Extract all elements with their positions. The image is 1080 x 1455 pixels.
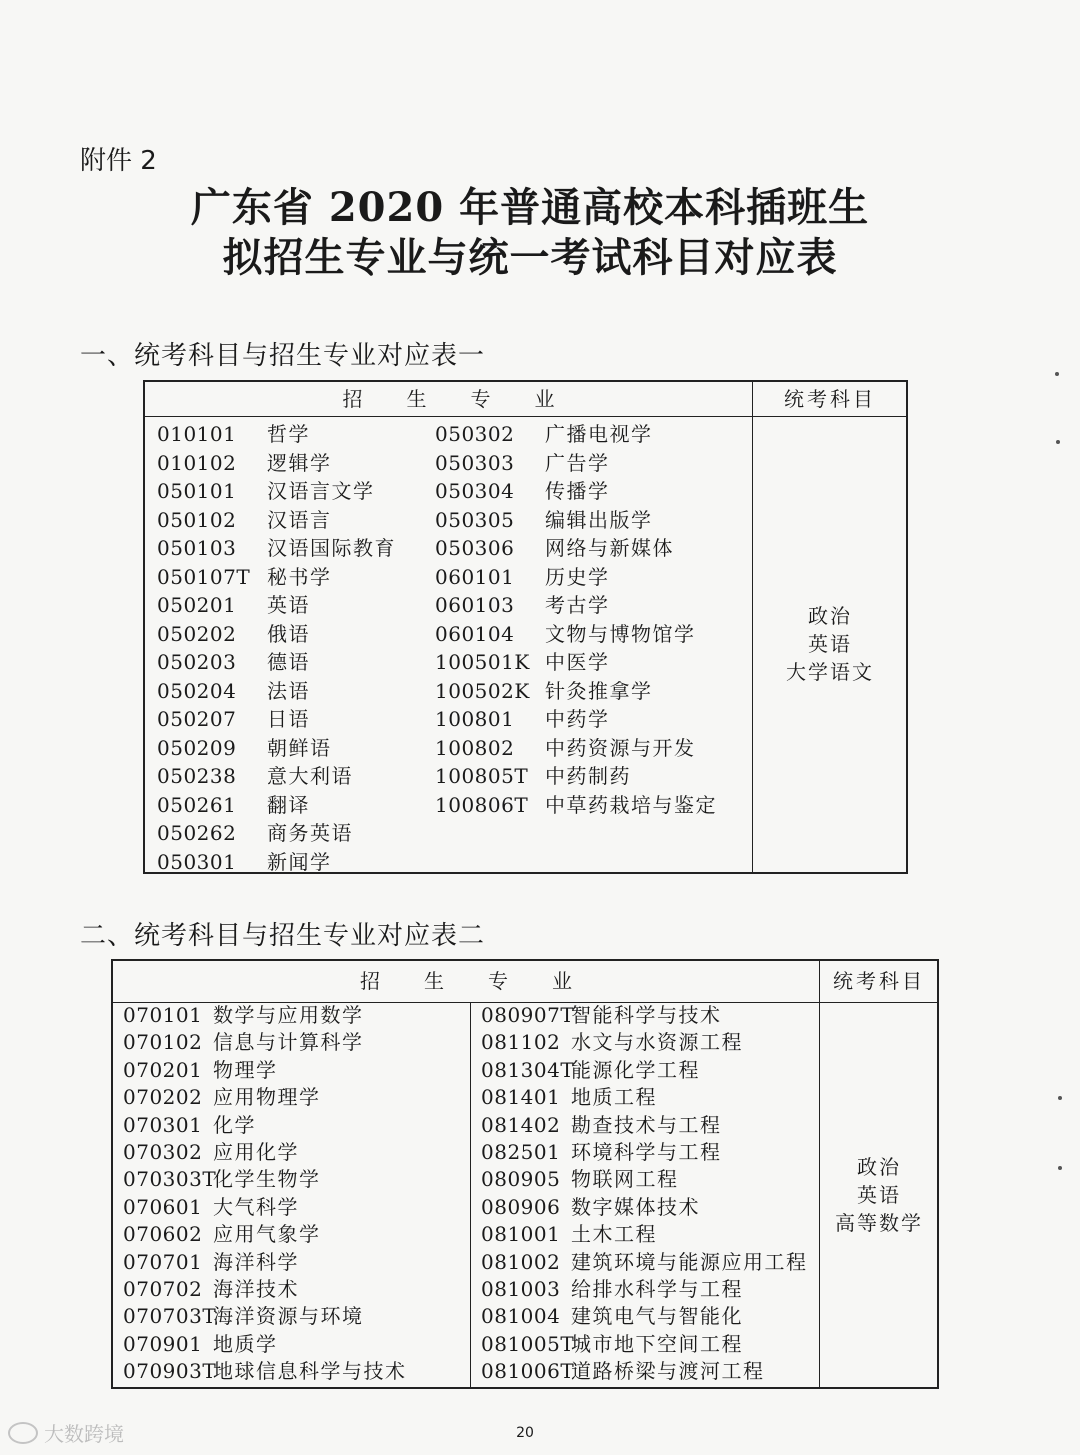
major-name: 历史学	[545, 564, 610, 589]
table-row	[481, 1221, 816, 1248]
document-title-line2: 拟招生专业与统一考试科目对应表	[222, 234, 838, 281]
major-code: 060103	[435, 593, 515, 617]
major-name: 地质学	[213, 1331, 278, 1356]
major-code: 081402	[481, 1112, 561, 1137]
table-row	[435, 734, 735, 763]
watermark-text: 大数跨境	[44, 1422, 124, 1446]
major-code: 082501	[481, 1139, 561, 1164]
major-code: 081102	[481, 1030, 561, 1055]
table-row	[157, 791, 427, 820]
table-row	[157, 563, 427, 592]
table-row	[157, 734, 427, 763]
table-row	[157, 477, 427, 506]
major-name: 海洋技术	[213, 1276, 299, 1301]
major-code: 080907T	[481, 1003, 575, 1027]
table-row	[123, 1029, 463, 1056]
major-name: 给排水科学与工程	[571, 1276, 743, 1301]
major-code: 070301	[123, 1112, 203, 1137]
table-row	[157, 420, 427, 449]
table-row	[435, 705, 735, 734]
major-name: 德语	[267, 650, 310, 674]
major-column-left	[123, 1002, 463, 1385]
column-divider	[819, 961, 820, 1387]
table-row	[481, 1194, 816, 1221]
major-name: 信息与计算科学	[213, 1030, 364, 1055]
table-row	[435, 420, 735, 449]
table-row	[157, 591, 427, 620]
middle-divider	[470, 1002, 471, 1387]
major-name: 建筑环境与能源应用工程	[571, 1249, 808, 1274]
major-name: 意大利语	[267, 764, 353, 788]
major-code: 070202	[123, 1085, 203, 1110]
major-name: 中药资源与开发	[545, 735, 696, 760]
table-row	[435, 534, 735, 563]
table-row	[157, 506, 427, 535]
major-code: 060101	[435, 564, 515, 589]
major-name: 道路桥梁与渡河工程	[571, 1359, 765, 1384]
table-row	[481, 1166, 816, 1193]
major-code: 050303	[435, 450, 515, 475]
table-row	[157, 848, 427, 877]
table-row	[481, 1249, 816, 1276]
table-row	[123, 1139, 463, 1166]
table-row	[123, 1303, 463, 1330]
major-code: 081001	[481, 1222, 561, 1247]
major-name: 智能科学与技术	[571, 1003, 722, 1027]
attachment-label: 附件 2	[80, 146, 157, 176]
header-major: 招生专业	[360, 969, 616, 993]
subject-item: 政治	[857, 1155, 901, 1179]
major-name: 中药学	[545, 707, 610, 731]
major-code: 050238	[157, 764, 237, 788]
table-row	[481, 1084, 816, 1111]
major-code: 050103	[157, 536, 237, 560]
major-name: 应用气象学	[213, 1222, 321, 1247]
major-code: 050203	[157, 650, 237, 674]
major-code: 050107T	[157, 564, 251, 589]
table-row	[481, 1112, 816, 1139]
major-code: 081304T	[481, 1057, 575, 1082]
major-name: 汉语言	[267, 507, 332, 532]
major-name: 中草药栽培与鉴定	[545, 792, 717, 817]
subject-item: 大学语文	[786, 660, 874, 684]
major-name: 汉语言文学	[267, 479, 375, 503]
major-code: 081401	[481, 1085, 561, 1110]
major-name: 物联网工程	[571, 1167, 679, 1192]
major-code: 070703T	[123, 1304, 217, 1329]
major-code: 050202	[157, 621, 237, 646]
major-code: 100801	[435, 707, 515, 731]
major-code: 070602	[123, 1222, 203, 1247]
major-code: 081005T	[481, 1331, 575, 1356]
major-code: 050207	[157, 707, 237, 731]
table-row	[435, 477, 735, 506]
table-row	[123, 1194, 463, 1221]
header-major: 招生专业	[342, 387, 599, 411]
table-row	[157, 677, 427, 706]
major-code: 070601	[123, 1194, 203, 1219]
major-code: 060104	[435, 621, 515, 646]
major-name: 日语	[267, 707, 310, 731]
major-code: 080905	[481, 1167, 561, 1192]
major-name: 考古学	[545, 593, 610, 617]
major-column-right	[481, 1002, 816, 1385]
table-row	[481, 1057, 816, 1084]
major-name: 建筑电气与智能化	[571, 1304, 743, 1329]
major-name: 文物与博物馆学	[545, 621, 696, 646]
major-name: 数学与应用数学	[213, 1003, 364, 1027]
scan-speck	[1055, 372, 1059, 376]
major-name: 勘查技术与工程	[571, 1112, 722, 1137]
major-code: 081004	[481, 1304, 561, 1329]
document-title-line1: 广东省 2020 年普通高校本科插班生	[190, 184, 870, 231]
major-code: 050101	[157, 479, 237, 503]
major-code: 050102	[157, 507, 237, 532]
scan-speck	[1056, 440, 1060, 444]
major-name: 水文与水资源工程	[571, 1030, 743, 1055]
major-code: 070702	[123, 1276, 203, 1301]
table-row	[123, 1276, 463, 1303]
table-row	[435, 563, 735, 592]
major-name: 广告学	[545, 450, 610, 475]
table-row	[157, 620, 427, 649]
table-row	[481, 1303, 816, 1330]
major-code: 081006T	[481, 1359, 575, 1384]
table-row	[123, 1166, 463, 1193]
major-code: 070901	[123, 1331, 203, 1356]
major-column-right	[435, 420, 735, 819]
subject-item: 政治	[808, 604, 852, 628]
major-name: 大气科学	[213, 1194, 299, 1219]
subject-item: 英语	[808, 632, 852, 656]
major-code: 081002	[481, 1249, 561, 1274]
major-name: 传播学	[545, 479, 610, 503]
major-name: 秘书学	[267, 564, 332, 589]
major-code: 050209	[157, 735, 237, 760]
major-code: 050304	[435, 479, 515, 503]
major-code: 100805T	[435, 764, 529, 788]
major-name: 汉语国际教育	[267, 536, 396, 560]
major-code: 081003	[481, 1276, 561, 1301]
major-name: 翻译	[267, 792, 310, 817]
table-row	[481, 1276, 816, 1303]
major-name: 新闻学	[267, 849, 332, 874]
major-name: 城市地下空间工程	[571, 1331, 743, 1356]
major-code: 050301	[157, 849, 237, 874]
major-name: 俄语	[267, 621, 310, 646]
header-subjects: 统考科目	[833, 969, 925, 993]
table-row	[123, 1221, 463, 1248]
major-name: 海洋科学	[213, 1249, 299, 1274]
major-code: 070903T	[123, 1359, 217, 1384]
table-row	[123, 1002, 463, 1029]
major-name: 土木工程	[571, 1222, 657, 1247]
major-name: 应用物理学	[213, 1085, 321, 1110]
subject-item: 英语	[857, 1183, 901, 1207]
major-code: 080906	[481, 1194, 561, 1219]
major-name: 哲学	[267, 422, 310, 446]
table-row	[123, 1084, 463, 1111]
major-code: 070303T	[123, 1167, 217, 1192]
table-row	[481, 1029, 816, 1056]
major-name: 编辑出版学	[545, 507, 653, 532]
major-name: 海洋资源与环境	[213, 1304, 364, 1329]
major-name: 环境科学与工程	[571, 1139, 722, 1164]
table-row	[481, 1139, 816, 1166]
scan-speck	[1058, 1096, 1062, 1100]
table-row	[481, 1331, 816, 1358]
major-code: 050306	[435, 536, 515, 560]
table-row	[481, 1002, 816, 1029]
major-name: 地球信息科学与技术	[213, 1359, 407, 1384]
major-name: 物理学	[213, 1057, 278, 1082]
header-subjects: 统考科目	[784, 387, 876, 411]
table-row	[123, 1358, 463, 1385]
major-name: 化学生物学	[213, 1167, 321, 1192]
table-row	[481, 1358, 816, 1385]
major-name: 广播电视学	[545, 422, 653, 446]
table-row	[123, 1331, 463, 1358]
major-code: 050305	[435, 507, 515, 532]
table-row	[157, 705, 427, 734]
major-name: 中医学	[545, 650, 610, 674]
exam-subjects	[821, 1153, 937, 1237]
major-name: 商务英语	[267, 821, 353, 845]
major-code: 100502K	[435, 678, 530, 703]
major-code: 010102	[157, 450, 237, 475]
section-heading-1: 一、统考科目与招生专业对应表一	[80, 341, 486, 371]
page-number: 20	[516, 1425, 534, 1441]
column-divider	[752, 382, 753, 872]
table-row	[435, 591, 735, 620]
major-name: 法语	[267, 678, 310, 703]
table-row	[435, 506, 735, 535]
table-row	[157, 648, 427, 677]
major-code: 050201	[157, 593, 237, 617]
table-row	[435, 762, 735, 791]
section-heading-2: 二、统考科目与招生专业对应表二	[80, 921, 486, 951]
table-row	[157, 534, 427, 563]
table-row	[157, 762, 427, 791]
major-code: 100802	[435, 735, 515, 760]
exam-subjects	[754, 602, 906, 686]
major-code: 070701	[123, 1249, 203, 1274]
major-code: 070302	[123, 1139, 203, 1164]
major-code: 070102	[123, 1030, 203, 1055]
watermark	[8, 1418, 124, 1447]
major-subject-table-2	[111, 959, 939, 1389]
major-code: 070201	[123, 1057, 203, 1082]
table-row	[435, 648, 735, 677]
major-name: 能源化学工程	[571, 1057, 700, 1082]
major-code: 050261	[157, 792, 237, 817]
table-row	[435, 791, 735, 820]
table-row	[123, 1112, 463, 1139]
table-row	[435, 677, 735, 706]
major-name: 地质工程	[571, 1085, 657, 1110]
major-name: 中药制药	[545, 764, 631, 788]
major-code: 050302	[435, 422, 515, 446]
scan-speck	[1058, 1166, 1062, 1170]
major-code: 010101	[157, 422, 237, 446]
subject-item: 高等数学	[835, 1211, 923, 1235]
major-name: 网络与新媒体	[545, 536, 674, 560]
major-name: 英语	[267, 593, 310, 617]
table-row	[157, 819, 427, 848]
major-name: 应用化学	[213, 1139, 299, 1164]
major-name: 针灸推拿学	[545, 678, 653, 703]
major-name: 逻辑学	[267, 450, 332, 475]
major-name: 化学	[213, 1112, 256, 1137]
table-row	[123, 1249, 463, 1276]
table-row	[435, 449, 735, 478]
watermark-logo-icon	[8, 1422, 38, 1444]
major-name: 数字媒体技术	[571, 1194, 700, 1219]
major-code: 070101	[123, 1003, 203, 1027]
major-code: 100501K	[435, 650, 530, 674]
major-column-left	[157, 420, 427, 876]
major-code: 100806T	[435, 792, 529, 817]
major-code: 050204	[157, 678, 237, 703]
major-subject-table-1	[143, 380, 908, 874]
table-row	[123, 1057, 463, 1084]
major-code: 050262	[157, 821, 237, 845]
major-name: 朝鲜语	[267, 735, 332, 760]
table-row	[157, 449, 427, 478]
table-row	[435, 620, 735, 649]
